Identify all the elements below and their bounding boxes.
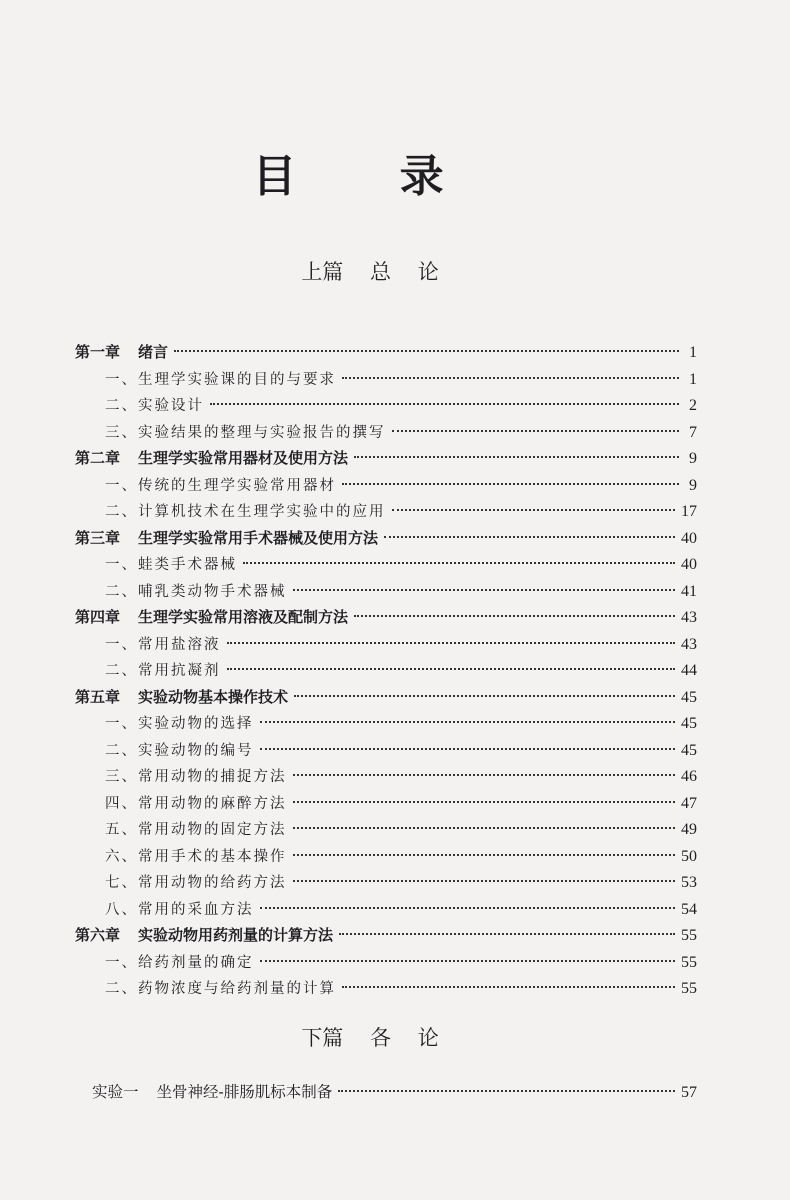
entry-label: 二、实验动物的编号	[105, 742, 254, 759]
entry-label: 二、哺乳类动物手术器械	[105, 583, 287, 600]
entry-title	[75, 527, 378, 548]
page-number: 53	[681, 874, 697, 891]
entry-label: 三、常用动物的捕捉方法	[105, 769, 287, 785]
entry-label: 七、常用动物的给药方法	[105, 875, 287, 891]
dot-leader	[354, 456, 679, 458]
dot-leader	[339, 933, 675, 935]
toc-section-entry	[75, 580, 697, 607]
entry-label: 二、药物浓度与给药剂量的计算	[105, 981, 336, 997]
toc-chapter-entry	[75, 447, 697, 474]
toc-section-entry	[75, 845, 697, 872]
page-number: 55	[681, 927, 697, 944]
entry-title	[75, 924, 333, 945]
entry-label: 三、实验结果的整理与实验报告的撰写	[105, 424, 386, 441]
dot-leader	[293, 854, 676, 856]
entry-title	[75, 447, 348, 468]
dot-leader	[338, 1090, 675, 1092]
page-number: 40	[681, 556, 697, 573]
entry-number: 实验一	[92, 1083, 139, 1101]
toc-section-entry	[75, 474, 697, 501]
entry-title	[105, 792, 287, 813]
toc-chapter-entry	[75, 686, 697, 713]
dot-leader	[342, 986, 675, 988]
entry-title	[105, 500, 386, 521]
page-number: 45	[681, 741, 697, 759]
entry-title	[105, 633, 221, 654]
toc-section-entry	[75, 500, 697, 527]
page-number: 54	[681, 900, 697, 918]
entry-title	[105, 845, 287, 866]
dot-leader	[227, 668, 676, 670]
dot-leader	[392, 430, 680, 432]
page-number: 1	[689, 344, 697, 361]
toc-section-entry	[75, 739, 697, 766]
page-number: 17	[681, 503, 697, 520]
entry-title	[105, 580, 287, 601]
entry-label: 生理学实验常用溶液及配制方法	[138, 608, 349, 626]
toc-section-entry	[75, 659, 697, 686]
entry-title	[105, 898, 254, 919]
page-number: 46	[681, 768, 697, 785]
toc-section-entry	[75, 368, 697, 395]
part-label: 下篇	[301, 1026, 344, 1050]
dot-leader	[342, 377, 679, 379]
entry-title	[105, 818, 287, 839]
entry-label: 一、生理学实验课的目的与要求	[105, 371, 336, 388]
entry-title	[105, 951, 254, 972]
entry-label: 一、传统的生理学实验常用器材	[105, 477, 336, 494]
toc-section-entry	[75, 421, 697, 448]
toc-section-entry	[75, 818, 697, 845]
toc-section-entry	[75, 951, 697, 978]
entry-number: 第四章	[75, 608, 121, 626]
dot-leader	[293, 801, 676, 803]
toc-section-entry	[75, 792, 697, 819]
entry-label: 绪言	[138, 343, 169, 361]
dot-leader	[342, 483, 679, 485]
page-number: 9	[689, 476, 697, 494]
dot-leader	[210, 403, 679, 405]
page-number: 47	[681, 794, 697, 812]
entry-title	[92, 1080, 332, 1102]
part-heading-general	[0, 256, 740, 286]
page-number: 9	[689, 450, 697, 467]
page-number: 40	[681, 529, 697, 547]
entry-label: 二、常用抗凝剂	[105, 663, 221, 679]
part-label: 上篇	[301, 260, 344, 284]
dot-leader	[260, 721, 676, 723]
dot-leader	[294, 695, 675, 697]
page-number: 45	[681, 715, 697, 732]
entry-title	[105, 659, 221, 680]
entry-label: 四、常用动物的麻醉方法	[105, 795, 287, 812]
toc-section-entry	[75, 765, 697, 792]
entry-label: 生理学实验常用手术器械及使用方法	[138, 528, 379, 547]
page-number: 43	[681, 609, 697, 626]
page-number: 1	[689, 370, 697, 388]
part-word: 论	[417, 260, 439, 284]
dot-leader	[354, 615, 675, 617]
toc-chapter-entry	[75, 341, 697, 368]
part-word: 总	[370, 260, 391, 284]
dot-leader	[293, 880, 676, 882]
entry-label: 生理学实验常用器材及使用方法	[138, 449, 349, 467]
dot-leader	[260, 748, 676, 750]
entry-number: 第二章	[75, 449, 121, 467]
entry-title	[105, 712, 254, 733]
page-number: 44	[681, 662, 697, 679]
entry-label: 一、给药剂量的确定	[105, 954, 254, 971]
entry-title	[75, 341, 168, 362]
entry-number: 第五章	[75, 687, 121, 706]
entry-label: 实验动物基本操作技术	[138, 687, 289, 706]
page-number: 2	[689, 397, 697, 414]
dot-leader	[227, 642, 676, 644]
dot-leader	[293, 827, 676, 829]
toc-chapter-entry	[75, 527, 697, 554]
toc-section-entry	[75, 633, 697, 660]
part-word: 论	[417, 1026, 439, 1050]
page-number: 45	[681, 688, 697, 706]
entry-title	[105, 871, 287, 892]
entry-title	[105, 474, 336, 495]
table-of-contents	[75, 341, 697, 1004]
experiment-list	[92, 1080, 697, 1107]
dot-leader	[174, 350, 679, 352]
dot-leader	[293, 589, 676, 591]
dot-leader	[260, 960, 676, 962]
toc-section-entry	[75, 898, 697, 925]
entry-title	[105, 739, 254, 760]
toc-experiment-entry	[92, 1080, 697, 1107]
entry-title	[105, 394, 204, 415]
toc-section-entry	[75, 712, 697, 739]
entry-label: 一、常用盐溶液	[105, 636, 221, 653]
entry-label: 二、计算机技术在生理学实验中的应用	[105, 504, 386, 520]
entry-title	[105, 765, 287, 786]
entry-label: 六、常用手术的基本操作	[105, 848, 287, 865]
entry-title	[105, 977, 336, 998]
entry-title	[105, 421, 386, 442]
entry-label: 八、常用的采血方法	[105, 901, 254, 918]
page-number: 49	[681, 821, 697, 838]
dot-leader	[293, 774, 676, 776]
page-number: 50	[681, 847, 697, 865]
toc-section-entry	[75, 394, 697, 421]
part-heading-specific	[0, 1022, 740, 1052]
page-number: 7	[689, 423, 697, 441]
entry-title	[105, 553, 237, 574]
entry-title	[75, 686, 288, 707]
entry-label: 实验动物用药剂量的计算方法	[138, 926, 334, 944]
entry-number: 第一章	[75, 343, 121, 361]
entry-label: 五、常用动物的固定方法	[105, 822, 287, 838]
entry-label: 坐骨神经-腓肠肌标本制备	[156, 1083, 333, 1101]
dot-leader	[260, 907, 676, 909]
page-title: 目 录	[252, 151, 488, 202]
page-number: 55	[681, 953, 697, 971]
page-number: 55	[681, 980, 697, 997]
part-word: 各	[370, 1026, 391, 1050]
entry-label: 二、实验设计	[105, 398, 204, 414]
toc-chapter-entry	[75, 924, 697, 951]
toc-section-entry	[75, 553, 697, 580]
toc-chapter-entry	[75, 606, 697, 633]
entry-number: 第六章	[75, 926, 121, 944]
page-number: 57	[681, 1084, 697, 1101]
dot-leader	[392, 509, 676, 511]
entry-label: 一、实验动物的选择	[105, 716, 254, 732]
entry-label: 一、蛙类手术器械	[105, 557, 237, 573]
dot-leader	[243, 562, 675, 564]
entry-title	[105, 368, 336, 389]
dot-leader	[384, 536, 675, 538]
page-number: 43	[681, 635, 697, 653]
toc-section-entry	[75, 871, 697, 898]
entry-title	[75, 606, 348, 627]
page-number: 41	[681, 582, 697, 600]
entry-number: 第三章	[75, 528, 121, 547]
toc-section-entry	[75, 977, 697, 1004]
